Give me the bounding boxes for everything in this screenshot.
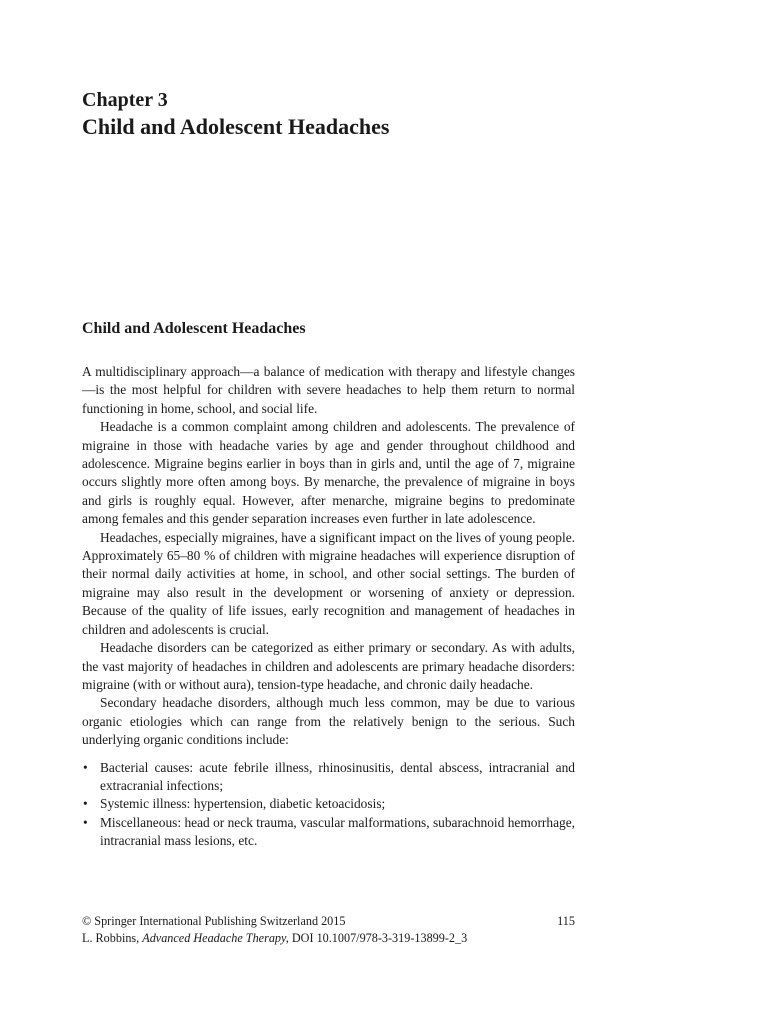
bullet-item: [82, 759, 575, 796]
section-heading: Child and Adolescent Headaches: [82, 320, 306, 337]
bullet-icon: •: [83, 814, 88, 830]
bullet-text: Systemic illness: hypertension, diabetic ketoacidosis;: [100, 796, 386, 812]
citation-book-title: Advanced Headache Therapy,: [142, 931, 289, 945]
copyright-notice: © Springer International Publishing Switzerland 2015: [82, 914, 346, 928]
footer-row-copyright: [82, 913, 575, 930]
paragraph: Headache disorders can be categorized as either primary or secondary. As with adults, the vast majority of headaches in children and adolescents are primary headache disorders: migraine (with or without aura), tension-type headache, and chronic daily headache.: [82, 640, 575, 692]
page-footer: [82, 913, 575, 947]
paragraph: Secondary headache disorders, although much less common, may be due to various organic etiologies which can range from the relatively benign to the serious. Such underlying organic conditions include:: [82, 695, 575, 748]
paragraph: Headache is a common complaint among children and adolescents. The prevalence of migraine in those with headache varies by age and gender throughout childhood and adolescence. Migraine begins earlier in boys than in girls and, until the age of 7, migraine occurs slightly more often among boys. By menarche, the prevalence of migraine in boys and girls is roughly equal. However, after menarche, migraine begins to predominate among females and this gender separation increases even further in late adolescence.: [82, 419, 575, 527]
footer-row-citation: [82, 930, 575, 947]
bullet-icon: •: [83, 759, 88, 775]
paragraph: A multidisciplinary approach—a balance of medication with therapy and lifestyle changes—is the most helpful for children with severe headaches to help them return to normal functioning in home, school, and social life.: [82, 364, 575, 416]
chapter-label: Chapter 3: [82, 89, 168, 111]
bullet-text: Bacterial causes: acute febrile illness, rhinosinusitis, dental abscess, intracranial and extracranial infections;: [100, 759, 575, 793]
book-page: [82, 0, 575, 1024]
citation-doi: DOI 10.1007/978-3-319-13899-2_3: [288, 931, 468, 945]
citation-author: L. Robbins,: [82, 931, 143, 945]
bullet-item: [82, 814, 575, 851]
bullet-item: [82, 795, 575, 813]
body-text: [82, 363, 575, 851]
bullet-list: [82, 759, 575, 851]
bullet-icon: •: [83, 796, 88, 812]
bullet-text: Miscellaneous: head or neck trauma, vascular malformations, subarachnoid hemorrhage, intracranial mass lesions, etc.: [100, 814, 575, 849]
chapter-title: Child and Adolescent Headaches: [82, 114, 390, 139]
page-number: 115: [557, 914, 575, 928]
paragraph: Headaches, especially migraines, have a significant impact on the lives of young people. Approximately 65–80 % of children with migraine headaches will experience disruption of their normal daily activities at home, in school, and other social settings. The burden of migraine may also result in the development or worsening of anxiety or depression. Because of the quality of life issues, early recognition and management of headaches in children and adolescents is crucial.: [82, 529, 575, 637]
